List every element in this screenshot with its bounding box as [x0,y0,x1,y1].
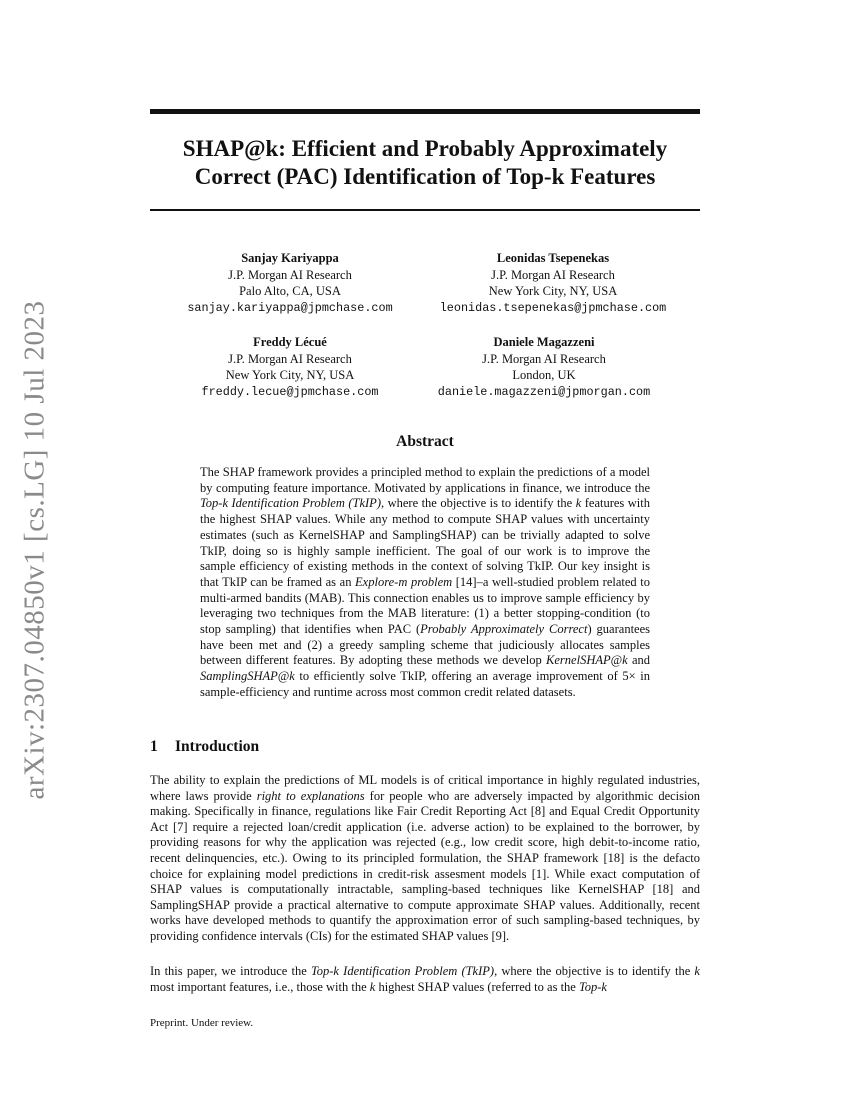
arxiv-id-text: arXiv:2307.04850v1 [cs.LG] 10 Jul 2023 [18,300,51,800]
paragraph-italic-run: right to explanations [256,788,365,803]
author-location: Palo Alto, CA, USA [239,284,341,298]
abstract-text-run: , where the objective is to identify the [380,496,576,511]
author-affiliation: J.P. Morgan AI Research [228,351,352,366]
arxiv-identifier-stamp [0,0,60,1100]
paragraph-italic-run: Top-k [578,979,607,994]
section-number: 1 [150,738,158,755]
paragraph-text-run: most important features, i.e., those with the [150,979,370,994]
abstract-text-run: and [627,653,650,668]
author-block [150,334,430,400]
section-title: Introduction [175,738,260,755]
abstract-text-run: to efficiently solve TkIP, offering an average improvement of 5× in sample-efficiency and runtime across most common credit related datasets. [200,669,650,699]
author-name: Leonidas Tsepenekas [496,251,610,265]
paragraph-text-run: The ability to explain the predictions of ML models is of critical importance in highly regulated industries, where laws provide [150,773,700,803]
author-email[interactable]: freddy.lecue@jpmchase.com [201,384,379,399]
author-name: Freddy Lécué [253,335,327,349]
abstract-italic-run: KernelSHAP@k [546,653,628,668]
author-location: New York City, NY, USA [225,368,355,382]
abstract-text-run: [14]–a well-studied problem related to multi-armed bandits (MAB). This connection enables us to improve sample efficiency by leveraging two techniques from the MAB literature: (1) a better stopping-condition (to stop sampling) that identifies when PAC ( [200,574,650,637]
abstract-text-run: ) guarantees have been met and (2) a greedy sampling scheme that judiciously allocates samples between different features. By adopting these methods we develop [200,622,651,668]
author-block [413,250,693,316]
abstract-text [200,465,650,701]
author-email[interactable]: sanjay.kariyappa@jpmchase.com [187,300,393,315]
abstract-italic-run: Explore-m problem [355,574,453,589]
author-affiliation: J.P. Morgan AI Research [491,267,615,282]
author-block [404,334,684,400]
abstract-italic-run: SamplingSHAP@k [200,669,295,684]
paragraph-italic-run: Top-k Identification Problem (TkIP) [310,964,495,978]
author-name: Sanjay Kariyappa [241,251,339,265]
author-email[interactable]: leonidas.tsepenekas@jpmchase.com [439,300,667,315]
title-rule-top [150,109,700,114]
paragraph-text-run: In this paper, we introduce the [150,964,311,978]
paragraph-text-run: highest SHAP values (referred to as the [375,979,579,994]
author-location: London, UK [512,368,576,382]
abstract-heading: Abstract [396,433,454,450]
abstract-text-run: The SHAP framework provides a principled method to explain the predictions of a model by computing feature importance. Motivated by applications in finance, we introduce the [200,465,650,495]
abstract-text-run: features with the highest SHAP values. While any method to compute SHAP values with uncertainty estimates (such as KernelSHAP and SamplingSHAP) can be trivially adapted to solve TkIP, doing so is highly sample inefficient. The goal of our work is to improve the sample efficiency of existing methods in the context of solving TkIP. Our key insight is that TkIP can be framed as an [200,496,650,589]
author-affiliation: J.P. Morgan AI Research [482,351,606,366]
author-name: Daniele Magazzeni [493,335,595,349]
author-email[interactable]: daniele.magazzeni@jpmorgan.com [437,384,651,399]
intro-paragraph-2 [150,964,700,995]
author-affiliation: J.P. Morgan AI Research [228,267,352,282]
intro-paragraph-1 [150,773,700,945]
paper-title [150,135,700,191]
paragraph-italic-run: k [694,964,700,978]
paragraph-italic-run: k [369,979,376,994]
abstract-italic-run: k [575,496,582,511]
paragraph-text-run: , where the objective is to identify the [494,964,695,978]
author-block [150,250,430,316]
title-line-2: Correct (PAC) Identification of Top-k Features [194,164,656,189]
section-heading-introduction [150,738,700,756]
abstract-italic-run: Top-k Identification Problem (TkIP) [200,496,381,511]
author-location: New York City, NY, USA [488,284,618,298]
paragraph-text-run: for people who are adversely impacted by algorithmic decision making. Specifically in finance, regulations like Fair Credit Reporting Act [8] and Equal Credit Opportunity Act [7] require a rejected loan/credit application (i.e. adverse action) to be explained to the borrower, by providing reasons for why the application was rejected (e.g., low credit score, high debit-to-income ratio, recent delinquencies, etc.). Owing to its principled formulation, the SHAP framework [18] is the defacto choice for explaining model predictions in credit-risk assesment models [1]. While exact computation of SHAP values is computationally intractable, sampling-based techniques like KernelSHAP [18] and SamplingSHAP provide a practical alternative to compute approximate SHAP values. Additionally, recent works have developed methods to quantify the approximation error of such sampling-based techniques, by providing confidence intervals (CIs) for the estimated SHAP values [9]. [150,788,700,943]
title-line-1: SHAP@k: Efficient and Probably Approximately [182,136,668,161]
preprint-footer: Preprint. Under review. [150,1017,254,1029]
abstract-italic-run: Probably Approximately Correct [420,622,588,637]
title-rule-bottom [150,209,700,211]
